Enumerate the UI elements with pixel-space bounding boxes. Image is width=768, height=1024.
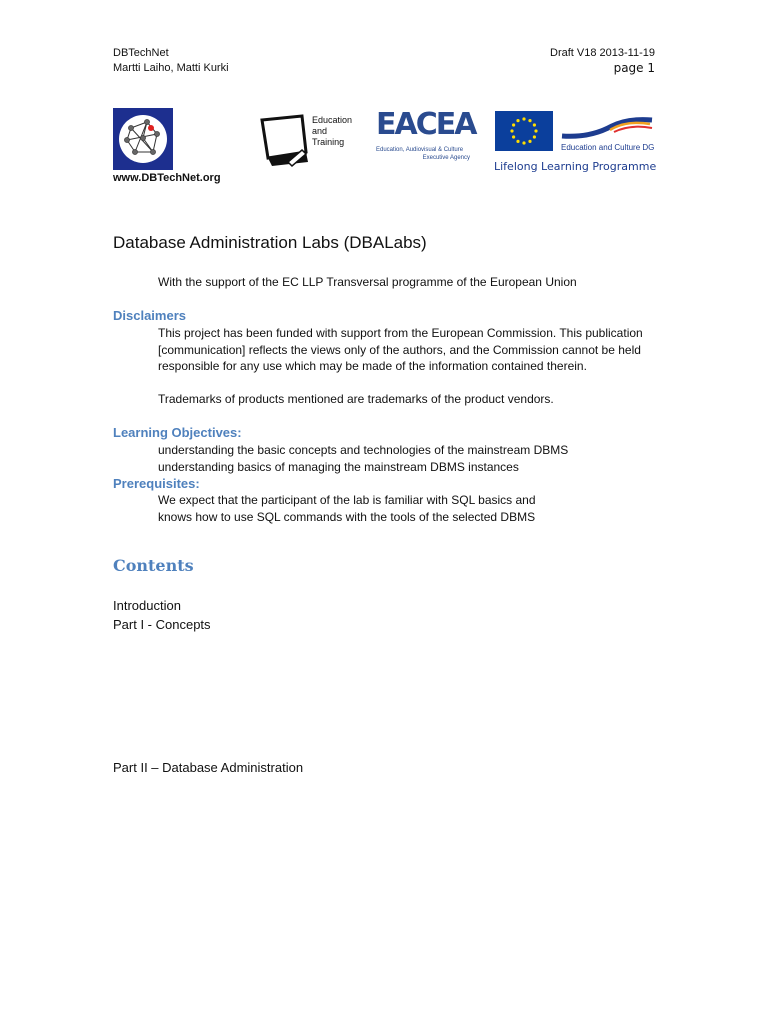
header-left [113,46,229,76]
trademarks-note: Trademarks of products mentioned are trademarks of the product vendors. [158,392,554,406]
edu-line-1: Education [312,115,353,125]
org-name: DBTechNet [113,47,169,59]
objective-item: understanding basics of managing the mainstream DBMS instances [158,459,519,474]
toc-part-2[interactable]: Part II – Database Administration [113,760,304,775]
prerequisites-heading: Prerequisites: [113,476,200,491]
header-right [550,46,655,76]
edu-line-2: and [312,126,328,136]
eu-swoosh [560,112,656,142]
support-statement: With the support of the EC LLP Transversal programme of the European Union [158,275,577,289]
eu-programme: Lifelong Learning Programme [494,160,657,173]
eu-stars-icon [495,111,553,151]
disclaimers-heading: Disclaimers [113,308,186,323]
eacea-sub-2: Executive Agency [422,155,470,161]
disclaimer-line: [communication] reflects the views only of the authors, and the Commission cannot be held [158,342,641,357]
objectives-list [158,442,568,475]
contents-heading: Contents [113,556,194,575]
document-title: Database Administration Labs (DBALabs) [113,233,427,252]
swoosh-icon [560,112,656,142]
draft-version: Draft V18 2013-11-19 [550,47,655,59]
eu-flag [495,111,553,151]
edu-line-3: Training [312,137,345,147]
eacea-logo [376,107,476,172]
education-training-logo [258,112,318,170]
eacea-sub-1: Education, Audiovisual & Culture [376,147,464,153]
page-number: page 1 [613,61,655,75]
toc-introduction[interactable]: Introduction [113,598,181,613]
objectives-heading: Learning Objectives: [113,425,242,440]
computer-monitor-icon [258,112,318,170]
dbtechnet-logo [113,108,173,170]
eu-dg: Education and Culture DG [561,143,655,152]
disclaimer-text [158,325,643,375]
eacea-name: EACEA [376,107,476,142]
objective-item: understanding the basic concepts and technologies of the mainstream DBMS [158,443,569,457]
dbtechnet-url: www.DBTechNet.org [113,172,221,184]
prerequisites-text [158,492,536,525]
disclaimer-line: This project has been funded with support from the European Commission. This publication [158,326,643,340]
disclaimer-line: responsible for any use which may be made of the information contained therein. [158,359,587,373]
education-training-text [312,115,352,148]
toc-part-1[interactable]: Part I - Concepts [113,617,211,632]
authors: Martti Laiho, Matti Kurki [113,62,229,74]
prerequisite-line: knows how to use SQL commands with the tools of the selected DBMS [158,509,536,524]
network-icon [113,108,173,170]
prerequisite-line: We expect that the participant of the lab is familiar with SQL basics and [158,493,536,507]
